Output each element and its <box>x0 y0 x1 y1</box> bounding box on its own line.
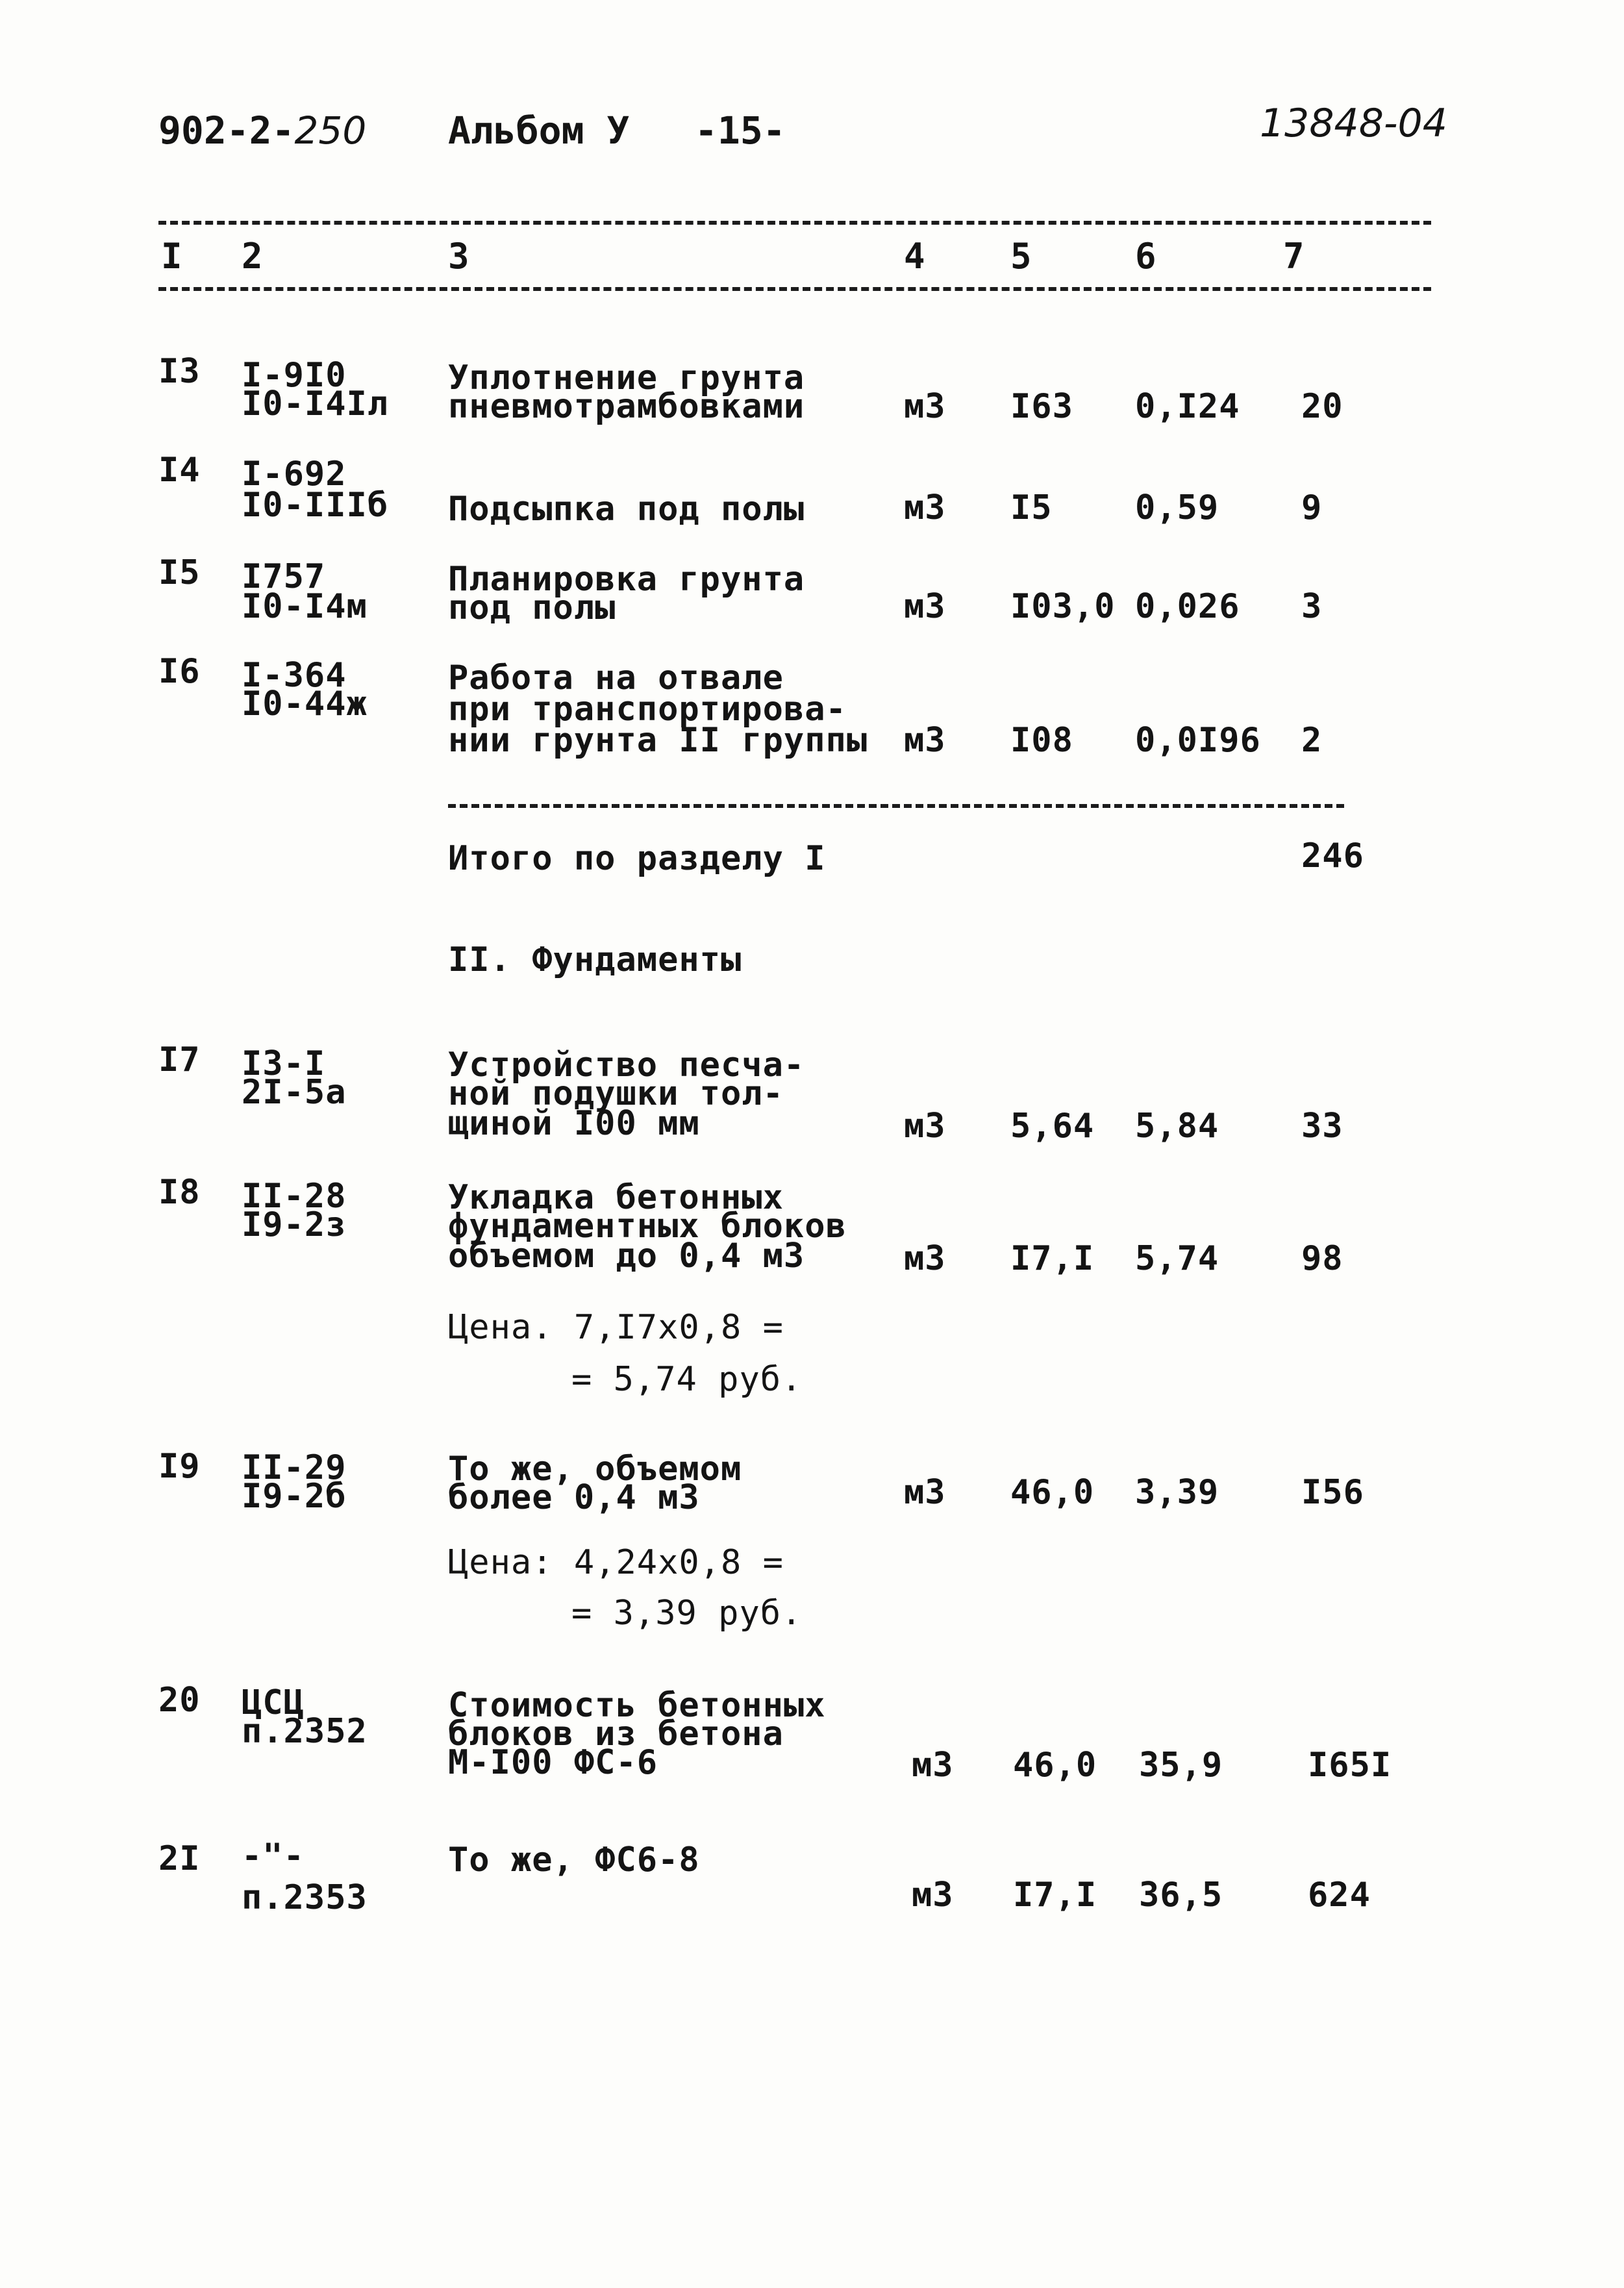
column-number-7: 7 <box>1283 236 1305 277</box>
quantity: I08 <box>1010 721 1073 760</box>
norm-code: 2I-5а <box>242 1073 347 1112</box>
norm-code: -"- <box>242 1837 305 1876</box>
unit: м3 <box>904 387 946 426</box>
quantity: 46,0 <box>1010 1473 1095 1512</box>
price-calculation-note: = 3,39 руб. <box>571 1594 803 1633</box>
price-calculation-note: = 5,74 руб. <box>571 1360 803 1399</box>
page-number: -15- <box>695 108 786 153</box>
subtotal-label: Итого по разделу I <box>448 839 826 878</box>
total-cost: 98 <box>1301 1239 1343 1278</box>
norm-code: II-29 <box>242 1448 347 1487</box>
unit: м3 <box>912 1876 954 1915</box>
section-heading: II. Фундаменты <box>448 940 742 979</box>
work-description: под полы <box>448 588 616 627</box>
header-rule-bottom <box>158 287 1431 291</box>
work-description: щиной I00 мм <box>448 1104 700 1143</box>
norm-code: I0-I4Iл <box>242 384 389 423</box>
quantity: 5,64 <box>1010 1107 1095 1146</box>
quantity: I7,I <box>1013 1876 1097 1915</box>
unit-price: 0,59 <box>1135 488 1219 527</box>
total-cost: I65I <box>1308 1746 1392 1785</box>
norm-code: п.2352 <box>242 1712 368 1751</box>
row-number: I8 <box>158 1173 201 1212</box>
row-number: 20 <box>158 1681 201 1720</box>
unit-price: 5,74 <box>1135 1239 1219 1278</box>
subtotal-rule <box>448 804 1344 808</box>
norm-code: п.2353 <box>242 1878 368 1917</box>
work-description: блоков из бетона <box>448 1715 784 1754</box>
work-description: при транспортирова- <box>448 690 847 729</box>
unit-price: 0,026 <box>1135 587 1240 626</box>
norm-code: I9-2б <box>242 1477 347 1516</box>
norm-code: ЦСЦ <box>242 1683 305 1722</box>
row-number: I3 <box>158 352 201 391</box>
work-description: Планировка грунта <box>448 560 805 599</box>
column-number-5: 5 <box>1010 236 1032 277</box>
norm-code: I-9I0 <box>242 356 347 395</box>
work-description: нии грунта II группы <box>448 721 868 760</box>
unit: м3 <box>904 488 946 527</box>
work-description: фундаментных блоков <box>448 1207 847 1246</box>
norm-code: I0-IIIб <box>242 486 389 525</box>
row-number: I6 <box>158 652 201 691</box>
work-description: Устройство песча- <box>448 1046 805 1085</box>
total-cost: 3 <box>1301 587 1323 626</box>
work-description: Подсыпка под полы <box>448 490 805 529</box>
work-description: Укладка бетонных <box>448 1178 784 1217</box>
column-number-2: 2 <box>242 236 263 277</box>
unit-price: 5,84 <box>1135 1107 1219 1146</box>
subtotal-value: 246 <box>1301 836 1364 875</box>
column-number-1: I <box>161 236 182 277</box>
total-cost: 624 <box>1308 1876 1371 1915</box>
quantity: I5 <box>1010 488 1053 527</box>
unit: м3 <box>904 1239 946 1278</box>
norm-code: I3-I <box>242 1044 326 1083</box>
row-number: I5 <box>158 553 201 592</box>
norm-code: I0-44ж <box>242 685 368 723</box>
total-cost: 33 <box>1301 1107 1343 1146</box>
quantity: I7,I <box>1010 1239 1095 1278</box>
unit: м3 <box>904 587 946 626</box>
unit: м3 <box>904 1107 946 1146</box>
quantity: I63 <box>1010 387 1073 426</box>
row-number: I4 <box>158 451 201 490</box>
total-cost: 20 <box>1301 387 1343 426</box>
unit-price: 0,I24 <box>1135 387 1240 426</box>
norm-code: I0-I4м <box>242 587 368 626</box>
price-calculation-note: Цена: 4,24х0,8 = <box>448 1543 784 1582</box>
norm-code: II-28 <box>242 1177 347 1216</box>
quantity: 46,0 <box>1013 1746 1097 1785</box>
work-description: М-I00 ФС-6 <box>448 1743 658 1782</box>
total-cost: 9 <box>1301 488 1323 527</box>
project-code-handwritten: 250 <box>294 108 367 153</box>
work-description: более 0,4 м3 <box>448 1478 700 1517</box>
project-code-typed: 902-2- <box>158 108 295 153</box>
document-number: 13848-04 <box>1260 101 1447 146</box>
price-calculation-note: Цена. 7,I7х0,8 = <box>448 1308 784 1347</box>
work-description: То же, объемом <box>448 1450 742 1489</box>
norm-code: I757 <box>242 557 326 596</box>
work-description: ной подушки тол- <box>448 1074 784 1113</box>
work-description: объемом до 0,4 м3 <box>448 1237 805 1276</box>
header-rule-top <box>158 221 1431 225</box>
unit-price: 36,5 <box>1139 1876 1223 1915</box>
work-description: Стоимость бетонных <box>448 1686 826 1725</box>
unit: м3 <box>904 721 946 760</box>
work-description: Работа на отвале <box>448 659 784 698</box>
work-description: пневмотрамбовками <box>448 387 805 426</box>
quantity: I03,0 <box>1010 587 1116 626</box>
norm-code: I-692 <box>242 455 347 494</box>
column-number-3: 3 <box>448 236 469 277</box>
column-number-6: 6 <box>1135 236 1156 277</box>
column-number-4: 4 <box>904 236 925 277</box>
norm-code: I9-2з <box>242 1205 347 1244</box>
unit-price: 3,39 <box>1135 1473 1219 1512</box>
unit-price: 35,9 <box>1139 1746 1223 1785</box>
project-code <box>158 108 367 153</box>
total-cost: 2 <box>1301 721 1323 760</box>
row-number: I7 <box>158 1040 201 1079</box>
unit: м3 <box>912 1746 954 1785</box>
unit: м3 <box>904 1473 946 1512</box>
work-description: То же, ФС6-8 <box>448 1841 700 1879</box>
norm-code: I-364 <box>242 656 347 695</box>
row-number: 2I <box>158 1839 201 1878</box>
unit-price: 0,0I96 <box>1135 721 1261 760</box>
row-number: I9 <box>158 1447 201 1486</box>
work-description: Уплотнение грунта <box>448 358 805 397</box>
total-cost: I56 <box>1301 1473 1364 1512</box>
album-title: Альбом У <box>448 108 630 153</box>
